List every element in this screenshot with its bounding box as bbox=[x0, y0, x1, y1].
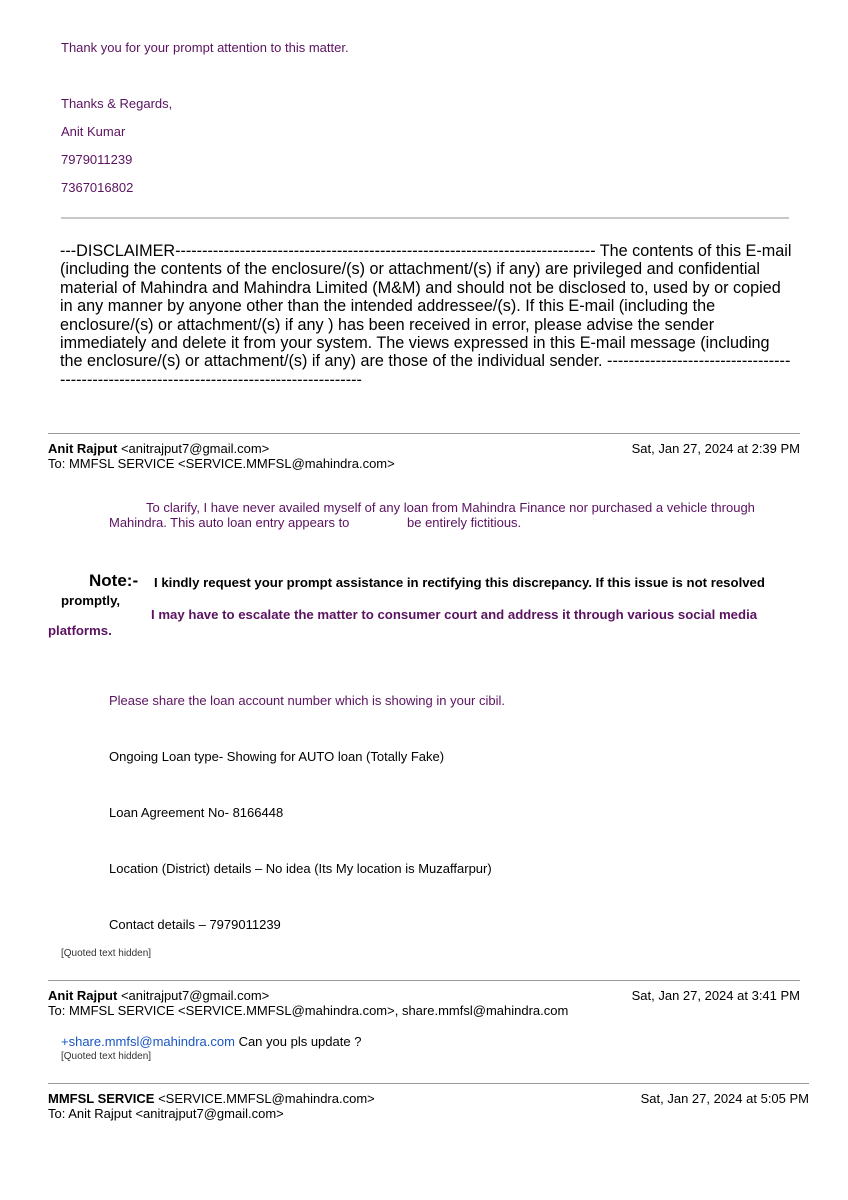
loan-type: Ongoing Loan type- Showing for AUTO loan (Totally Fake) bbox=[109, 749, 445, 764]
note-line-1: I kindly request your prompt assistance in rectifying this discrepancy. If this issue is not resolved bbox=[154, 575, 765, 590]
disclaimer-line: -------------------------------------------------------- bbox=[60, 370, 362, 389]
body-text: Can you pls update ? bbox=[234, 1034, 362, 1049]
disclaimer bbox=[60, 242, 795, 389]
disclaimer-line: immediately and delete it from your system. The views expressed in this E-mail message (including bbox=[60, 334, 770, 353]
message-date: Sat, Jan 27, 2024 at 5:05 PM bbox=[640, 1091, 809, 1106]
signature-name: Anit Kumar bbox=[61, 124, 126, 139]
disclaimer-line: ---DISCLAIMER------------------------------------------------------------------------------ The contents of this E-mail bbox=[60, 242, 792, 260]
signature-phone-2: 7367016802 bbox=[61, 180, 134, 195]
disclaimer-line: in any manner by anyone other than the intended addressee/(s). If this E-mail (including the bbox=[60, 297, 716, 316]
message-divider bbox=[48, 1083, 809, 1084]
location-details: Location (District) details – No idea (Its My location is Muzaffarpur) bbox=[109, 861, 492, 876]
disclaimer-line: material of Mahindra and Mahindra Limited (M&M) and should not be disclosed to, used by or copied bbox=[60, 278, 781, 297]
signature-divider bbox=[61, 217, 789, 219]
clarify-line-2b: be entirely fictitious. bbox=[407, 515, 522, 530]
sender-name: MMFSL SERVICE bbox=[48, 1091, 155, 1106]
thank-you-line: Thank you for your prompt attention to this matter. bbox=[61, 40, 349, 55]
message-recipients: To: MMFSL SERVICE <SERVICE.MMFSL@mahindra.com>, share.mmfsl@mahindra.com bbox=[48, 1003, 569, 1018]
regards-line: Thanks & Regards, bbox=[61, 96, 173, 111]
quoted-text-hidden[interactable]: [Quoted text hidden] bbox=[61, 1051, 152, 1062]
sender-email: <anitrajput7@gmail.com> bbox=[120, 441, 270, 456]
sender-email: <anitrajput7@gmail.com> bbox=[120, 988, 270, 1003]
message-divider bbox=[48, 433, 800, 434]
message-recipients: To: Anit Rajput <anitrajput7@gmail.com> bbox=[48, 1106, 284, 1121]
disclaimer-line: (including the contents of the enclosure/(s) or attachment/(s) if any) are privileged and confidential bbox=[60, 260, 761, 279]
sender-name: Anit Rajput bbox=[48, 988, 118, 1003]
message-body bbox=[61, 1034, 361, 1049]
disclaimer-line: the enclosure/(s) or attachment/(s) if any) are those of the individual sender. ---------------------------------- bbox=[60, 352, 791, 371]
message-date: Sat, Jan 27, 2024 at 3:41 PM bbox=[631, 988, 800, 1003]
note-line-3: I may have to escalate the matter to consumer court and address it through various social media bbox=[151, 607, 758, 622]
message-sender[interactable] bbox=[48, 988, 269, 1003]
contact-details: Contact details – 7979011239 bbox=[109, 917, 281, 932]
sender-email: <SERVICE.MMFSL@mahindra.com> bbox=[158, 1091, 375, 1106]
note-line-4: platforms. bbox=[48, 623, 112, 638]
clarify-line-2a: Mahindra. This auto loan entry appears to bbox=[109, 515, 350, 530]
message-sender[interactable] bbox=[48, 1091, 375, 1106]
signature-phone-1: 7979011239 bbox=[61, 152, 133, 167]
share-request: Please share the loan account number which is showing in your cibil. bbox=[109, 693, 505, 708]
note-line-2: promptly, bbox=[61, 593, 121, 608]
disclaimer-line: enclosure/(s) or attachment/(s) if any ) has been received in error, please advise the sender bbox=[60, 315, 715, 334]
sender-name: Anit Rajput bbox=[48, 441, 118, 456]
message-recipients: To: MMFSL SERVICE <SERVICE.MMFSL@mahindra.com> bbox=[48, 456, 395, 471]
quoted-text-hidden[interactable]: [Quoted text hidden] bbox=[61, 948, 152, 959]
loan-agreement: Loan Agreement No- 8166448 bbox=[109, 805, 284, 820]
message-divider bbox=[48, 980, 800, 981]
message-date: Sat, Jan 27, 2024 at 2:39 PM bbox=[631, 441, 800, 456]
mention-link[interactable]: +share.mmfsl@mahindra.com bbox=[61, 1034, 235, 1049]
clarify-line-1: To clarify, I have never availed myself of any loan from Mahindra Finance nor purchased a vehicle through bbox=[146, 500, 755, 515]
note-label: Note:- bbox=[89, 571, 139, 590]
message-sender[interactable] bbox=[48, 441, 269, 456]
